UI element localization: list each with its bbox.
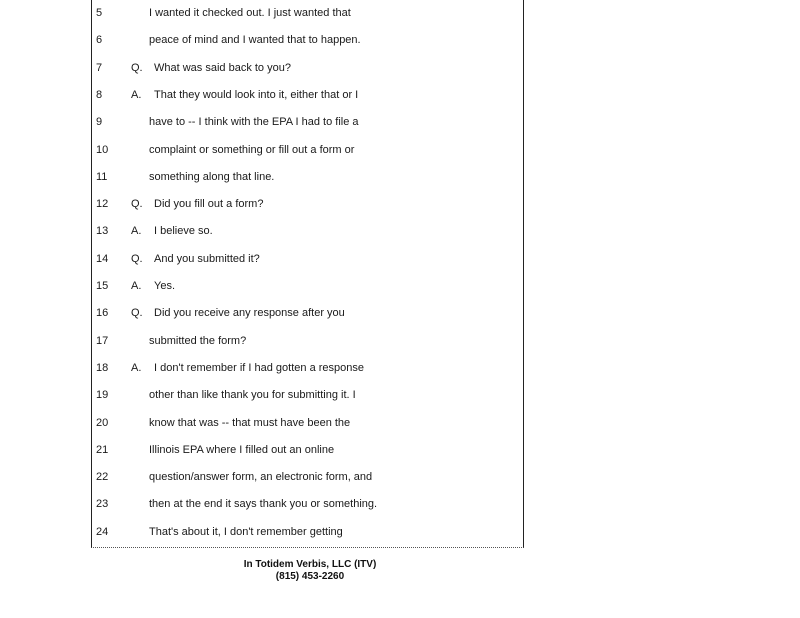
speaker-label: Q. xyxy=(131,307,143,320)
line-number: 21 xyxy=(96,443,109,456)
transcript-line xyxy=(0,55,800,82)
line-number: 19 xyxy=(96,389,109,402)
line-number: 23 xyxy=(96,498,109,511)
line-text: Did you fill out a form? xyxy=(154,198,264,211)
line-number: 6 xyxy=(96,34,103,47)
line-text: Yes. xyxy=(154,280,176,292)
transcript-line xyxy=(0,164,800,191)
speaker-label: Q. xyxy=(131,198,143,211)
transcript-line xyxy=(0,218,800,245)
line-text: something along that line. xyxy=(149,170,275,183)
line-text: other than like thank you for submitting it. I xyxy=(149,389,356,402)
line-text: have to -- I think with the EPA I had to file a xyxy=(149,116,359,129)
transcript-line xyxy=(0,410,800,437)
line-number: 20 xyxy=(96,416,109,429)
speaker-label: A. xyxy=(131,88,142,101)
line-number: 14 xyxy=(96,252,109,265)
speaker-label: Q. xyxy=(131,252,143,265)
line-text: complaint or something or fill out a form or xyxy=(149,143,355,156)
line-number: 24 xyxy=(96,525,109,538)
speaker-label: Q. xyxy=(131,61,143,74)
footer-phone: (815) 453-2260 xyxy=(275,571,345,582)
line-text: peace of mind and I wanted that to happen. xyxy=(149,34,361,47)
transcript-line xyxy=(0,27,800,54)
line-number: 11 xyxy=(96,170,108,183)
page-footer xyxy=(0,559,620,583)
line-number: 15 xyxy=(96,280,109,292)
transcript-line xyxy=(0,355,800,382)
line-number: 16 xyxy=(96,307,109,320)
line-text: I believe so. xyxy=(154,225,213,238)
transcript-line xyxy=(0,300,800,327)
transcript-line xyxy=(0,137,800,164)
transcript-line xyxy=(0,491,800,518)
line-number: 8 xyxy=(96,88,103,101)
line-number: 9 xyxy=(96,116,103,129)
line-text: I wanted it checked out. I just wanted that xyxy=(149,7,351,19)
line-text: know that was -- that must have been the xyxy=(149,416,351,429)
transcript-line xyxy=(0,464,800,491)
transcript-line xyxy=(0,109,800,136)
line-number: 10 xyxy=(96,143,109,156)
line-text: then at the end it says thank you or something. xyxy=(149,498,378,511)
footer-company: In Totidem Verbis, LLC (ITV) xyxy=(243,559,377,570)
transcript-line xyxy=(0,0,800,27)
transcript-line xyxy=(0,82,800,109)
transcript-line xyxy=(0,382,800,409)
line-text: I don't remember if I had gotten a response xyxy=(154,361,364,374)
line-number: 18 xyxy=(96,361,109,374)
line-text: submitted the form? xyxy=(149,334,247,347)
speaker-label: A. xyxy=(131,280,142,292)
line-text: Illinois EPA where I filled out an online xyxy=(149,443,335,456)
speaker-label: A. xyxy=(131,361,142,374)
line-text: Did you receive any response after you xyxy=(154,307,345,320)
line-number: 12 xyxy=(96,198,109,211)
line-number: 13 xyxy=(96,225,109,238)
line-text: That they would look into it, either that or I xyxy=(154,88,359,101)
line-text: And you submitted it? xyxy=(154,252,260,265)
line-number: 5 xyxy=(96,7,103,19)
transcript-line xyxy=(0,273,800,300)
line-number: 7 xyxy=(96,61,103,74)
line-text: What was said back to you? xyxy=(154,61,291,74)
transcript-line xyxy=(0,519,800,546)
transcript-line xyxy=(0,437,800,464)
transcript-line xyxy=(0,191,800,218)
line-text: That's about it, I don't remember getting xyxy=(149,525,343,538)
line-number: 22 xyxy=(96,471,109,484)
transcript-line xyxy=(0,246,800,273)
transcript-line xyxy=(0,328,800,355)
line-text: question/answer form, an electronic form, and xyxy=(149,471,373,484)
line-number: 17 xyxy=(96,334,109,347)
speaker-label: A. xyxy=(131,225,142,238)
